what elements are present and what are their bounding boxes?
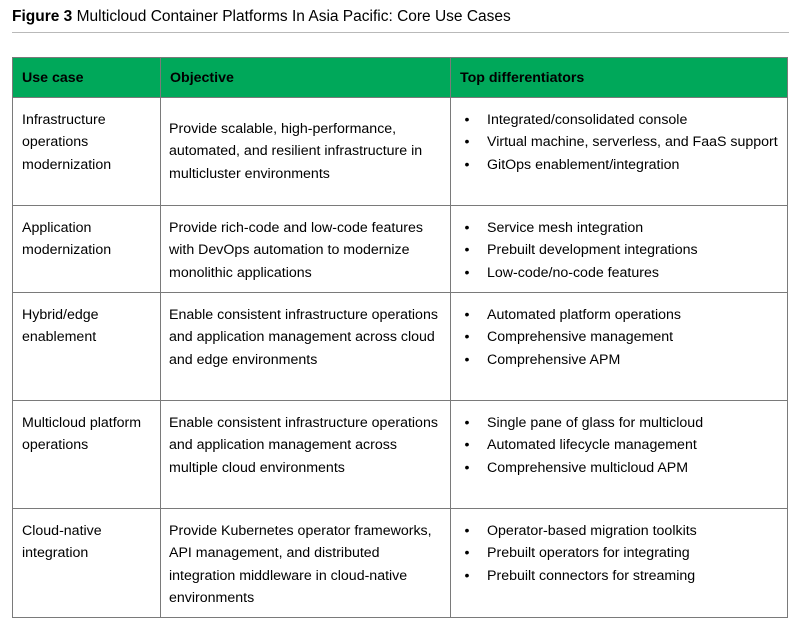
differentiators-cell [451, 206, 788, 293]
differentiator-text: Comprehensive management [487, 329, 674, 346]
bullet-icon: • [464, 567, 470, 584]
differentiators-cell [451, 98, 788, 206]
use-case-cell: Application modernization [13, 206, 161, 293]
differentiator-text: GitOps enablement/integration [487, 156, 680, 173]
objective-cell: Provide Kubernetes operator frameworks, API management, and distributed integration middleware in cloud-native environments [161, 509, 451, 618]
differentiator-text: Integrated/consolidated console [487, 112, 688, 128]
list-item [451, 304, 779, 326]
objective-cell: Enable consistent infrastructure operations and application management across cloud and edge environments [161, 293, 451, 401]
header-objective: Objective [161, 58, 451, 98]
list-item [451, 154, 779, 176]
bullet-icon: • [464, 329, 470, 346]
list-item [451, 131, 779, 153]
differentiators-cell [451, 401, 788, 509]
table-row [13, 293, 788, 401]
differentiator-text: Automated lifecycle management [487, 437, 697, 454]
differentiator-text: Operator-based migration toolkits [487, 523, 697, 539]
list-item [451, 349, 779, 371]
table-row [13, 401, 788, 509]
bullet-icon: • [464, 307, 470, 323]
differentiator-text: Comprehensive multicloud APM [487, 459, 689, 476]
list-item [451, 239, 779, 261]
differentiator-text: Prebuilt operators for integrating [487, 545, 690, 562]
use-case-cell: Cloud-native integration [13, 509, 161, 618]
bullet-icon: • [464, 545, 470, 562]
objective-cell: Provide rich-code and low-code features with DevOps automation to modernize monolithic applications [161, 206, 451, 293]
list-item [451, 565, 779, 587]
bullet-icon: • [464, 220, 470, 236]
differentiator-text: Prebuilt development integrations [487, 242, 698, 259]
figure-title [12, 7, 511, 27]
differentiator-text: Automated platform operations [487, 307, 682, 323]
objective-cell: Provide scalable, high-performance, automated, and resilient infrastructure in multicluster environments [161, 98, 451, 206]
figure-number: Figure 3 [12, 8, 73, 25]
use-case-cell: Hybrid/edge enablement [13, 293, 161, 401]
use-case-cell: Infrastructure operations modernization [13, 98, 161, 206]
bullet-icon: • [464, 437, 470, 454]
list-item [451, 326, 779, 348]
differentiator-list [451, 217, 779, 284]
bullet-icon: • [464, 242, 470, 259]
use-case-cell: Multicloud platform operations [13, 401, 161, 509]
list-item [451, 520, 779, 542]
bullet-icon: • [464, 459, 470, 476]
differentiator-text: Virtual machine, serverless, and FaaS support [487, 134, 778, 151]
differentiator-list [451, 109, 779, 176]
table-row [13, 98, 788, 206]
table-header-row [13, 58, 788, 98]
bullet-icon: • [464, 264, 470, 281]
bullet-icon: • [464, 156, 470, 173]
list-item [451, 109, 779, 131]
table-row [13, 509, 788, 618]
differentiator-list [451, 304, 779, 371]
objective-cell: Enable consistent infrastructure operations and application management across multiple cloud environments [161, 401, 451, 509]
bullet-icon: • [464, 415, 470, 431]
list-item [451, 262, 779, 284]
differentiators-cell [451, 293, 788, 401]
differentiator-text: Single pane of glass for multicloud [487, 415, 704, 431]
differentiator-list [451, 412, 779, 479]
differentiators-cell [451, 509, 788, 618]
list-item [451, 412, 779, 434]
differentiator-text: Low-code/no-code features [487, 264, 659, 281]
bullet-icon: • [464, 523, 470, 539]
figure-title-text: Multicloud Container Platforms In Asia Pacific: Core Use Cases [76, 8, 511, 25]
header-use-case: Use case [13, 58, 161, 98]
differentiator-text: Comprehensive APM [487, 351, 621, 368]
list-item [451, 542, 779, 564]
differentiator-text: Service mesh integration [487, 220, 644, 236]
bullet-icon: • [464, 134, 470, 151]
list-item [451, 434, 779, 456]
bullet-icon: • [464, 112, 470, 128]
title-divider [12, 32, 789, 33]
table-row [13, 206, 788, 293]
bullet-icon: • [464, 351, 470, 368]
differentiator-text: Prebuilt connectors for streaming [487, 567, 696, 584]
differentiator-list [451, 520, 779, 587]
list-item [451, 217, 779, 239]
list-item [451, 457, 779, 479]
use-case-table [12, 57, 788, 618]
header-top-differentiators: Top differentiators [451, 58, 788, 98]
